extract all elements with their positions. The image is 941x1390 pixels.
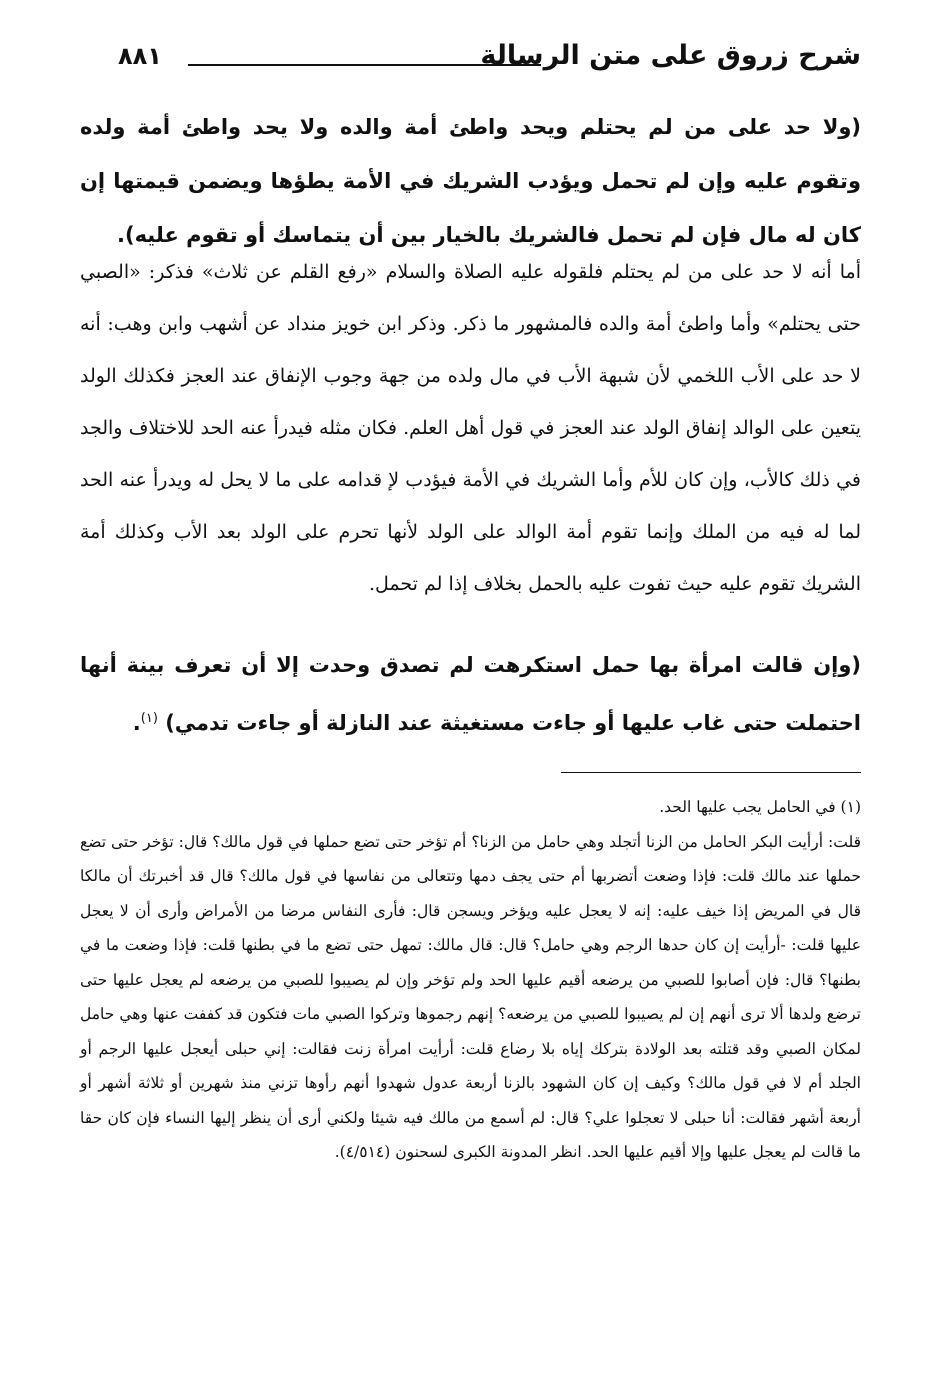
matn-paragraph-2 xyxy=(80,638,861,750)
matn-paragraph-2-end: . xyxy=(132,711,141,735)
header-rule xyxy=(188,64,541,66)
footnote-text: قلت: أرأيت البكر الحامل من الزنا أتجلد وهي حامل من الزنا؟ أم تؤخر حتى تضع حملها في قول مالك؟ قال: تؤخر حتى تضع حملها عند مالك قلت: فإذا وضعت أتضربها أم حتى يجف دمها وتتعالى من نفاسها في قول مالك؟ قال قد أخبرتك أن مالكا قال في المريض إذا خيف عليه: إنه لا يعجل عليه ويؤخر ويسجن قال: فأرى النفاس مرضا من الأمراض وأرى أن لا يعجل عليها قلت: -أرأيت إن كان حدها الرجم وهي حامل؟ قال: قال مالك: تمهل حتى تضع ما في بطنها قلت: فإذا وضعت ما في بطنها؟ قال: فإن أصابوا للصبي من يرضعه أقيم عليها الحد ولم تؤخر وإن لم يصيبوا للصبي من يرضعه لم يعجل عليها حتى ترضع ولدها ألا ترى أنهم إن لم يصيبوا للصبي من يرضعه؟ إنهم رجموها وتركوا الصبي مات فتكون قد كففت عنها وهي حامل لمكان الصبي وقد قتلته بعد الولادة بتركك إياه بلا رضاع قلت: أرأيت امرأة زنت فقالت: إني حبلى أيعجل عليها الرجم أو الجلد أم لا في قول مالك؟ وكيف إن كان الشهود بالزنا أربعة عدول شهدوا أنهم رأوها تزني منذ شهرين أو ثلاثة أشهر أو أربعة أشهر فقالت: أنا حبلى لا تعجلوا علي؟ قال: لم أسمع من مالك فيه شيئا ولكني أرى أن ينظر إليها النساء فإن كان حقا ما قالت لم يعجل عليها وإلا أقيم عليها الحد. انظر المدونة الكبرى لسحنون (٤/٥١٤). xyxy=(80,832,861,1161)
matn-paragraph-2-text: (وإن قالت امرأة بها حمل استكرهت لم تصدق وحدت إلا أن تعرف بينة أنها احتملت حتى غاب عليها أو جاءت مستغيثة عند النازلة أو جاءت تدمي) xyxy=(80,653,861,735)
running-title: شرح زروق على متن الرسالة xyxy=(480,40,861,71)
matn-paragraph-1: (ولا حد على من لم يحتلم ويحد واطئ أمة والده ولا يحد واطئ أمة ولده وتقوم عليه وإن لم تحمل ويؤدب الشريك في الأمة يطؤها ويضمن قيمتها إن كان له مال فإن لم تحمل فالشريك بالخيار بين أن يتماسك أو تقوم عليه). xyxy=(80,115,861,247)
sharh-paragraph-1: أما أنه لا حد على من لم يحتلم فلقوله عليه الصلاة والسلام «رفع القلم عن ثلاث» فذكر: «الصبي حتى يحتلم» وأما واطئ أمة والده فالمشهور ما ذكر. وذكر ابن خويز منداد عن أشهب وابن وهب: أنه لا حد على الأب اللخمي لأن شبهة الأب في مال ولده من جهة وجوب الإنفاق عند العجز فكذلك الولد يتعين على الوالد إنفاق الولد عند العجز في قول أهل العلم. فكان مثله فيدرأ عنه الحد للاختلاف والجد في ذلك كالأب، وإن كان للأم وأما الشريك في الأمة فيؤدب لإ قدامه على ما لا يحل له ويدرأ عنه الحد لما له فيه من الملك وإنما تقوم أمة الوالد على الولد لأنها تحرم على الولد بعد الأب وكذلك أمة الشريك تقوم عليه حيث تفوت عليه بالحمل بخلاف إذا لم تحمل. xyxy=(80,261,861,595)
page-number: ٨٨١ xyxy=(118,42,162,70)
footnote-reference: (١) xyxy=(140,711,158,726)
footnote xyxy=(80,790,861,1170)
footnote-title: (١) في الحامل يجب عليها الحد. xyxy=(659,798,861,816)
footnote-separator xyxy=(561,772,861,773)
page-header xyxy=(118,34,861,90)
